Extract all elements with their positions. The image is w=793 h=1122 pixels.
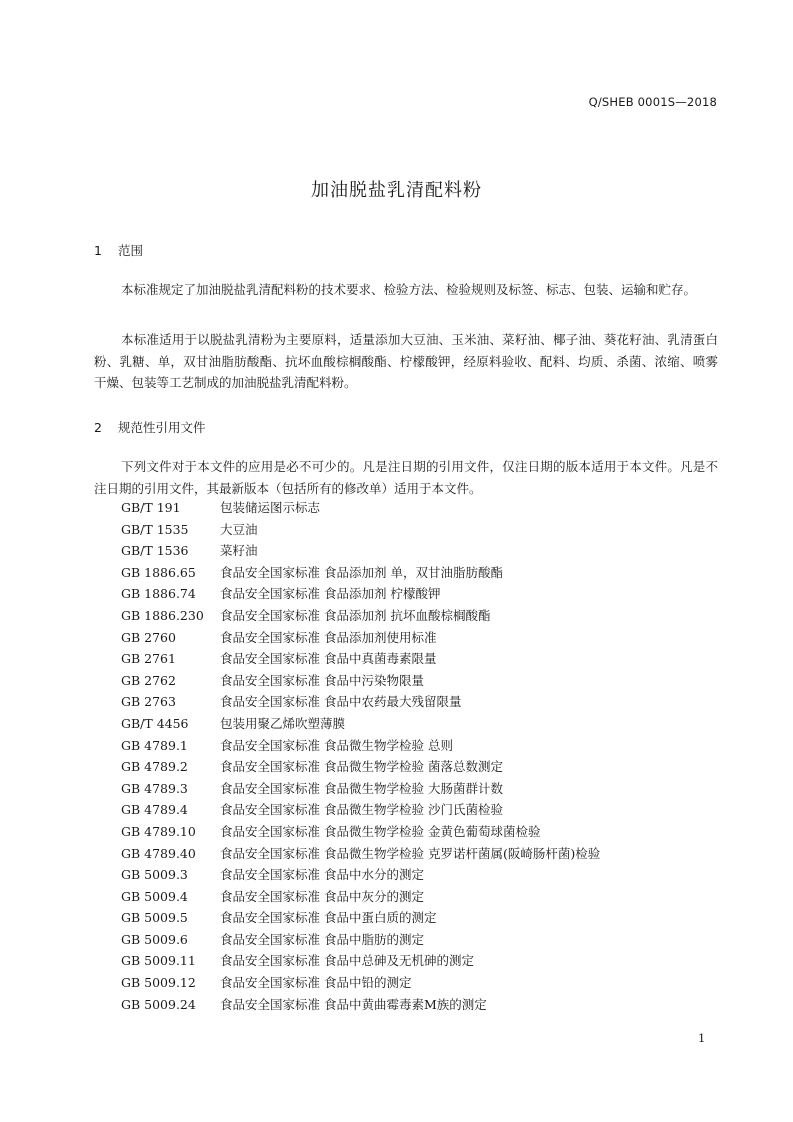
reference-code: GB 5009.24 xyxy=(121,996,196,1012)
reference-code: GB 5009.11 xyxy=(121,953,196,969)
reference-item xyxy=(121,972,600,994)
section-2-title: 规范性引用文件 xyxy=(117,420,206,435)
reference-item xyxy=(121,713,600,735)
reference-title: 食品安全国家标准 食品添加剂 抗坏血酸棕榈酸酯 xyxy=(220,607,491,623)
page-number: 1 xyxy=(698,1031,706,1045)
reference-code: GB 2762 xyxy=(121,672,176,688)
reference-item xyxy=(121,540,600,562)
reference-item xyxy=(121,929,600,951)
reference-code: GB 5009.12 xyxy=(121,975,196,991)
reference-item xyxy=(121,497,600,519)
reference-code: GB 4789.10 xyxy=(121,823,196,839)
reference-title: 食品安全国家标准 食品中总砷及无机砷的测定 xyxy=(220,953,474,969)
section-1-paragraph-2: 本标准适用于以脱盐乳清粉为主要原料，适量添加大豆油、玉米油、菜籽油、椰子油、葵花籽油、乳清蛋白粉、乳糖、单，双甘油脂肪酸酯、抗坏血酸棕榈酸酯、柠檬酸钾，经原料验收、配料、均质、杀菌、浓缩、喷雾干燥、包装等工艺制成的加油脱盐乳清配料粉。 xyxy=(94,332,718,390)
reference-item xyxy=(121,778,600,800)
reference-title: 包装储运图示标志 xyxy=(220,500,321,515)
reference-title: 食品安全国家标准 食品中蛋白质的测定 xyxy=(220,910,437,926)
reference-title: 食品安全国家标准 食品添加剂 单，双甘油脂肪酸酯 xyxy=(220,564,503,580)
standard-code: Q/SHEB 0001S—2018 xyxy=(588,95,717,109)
section-1-paragraph-1: 本标准规定了加油脱盐乳清配料粉的技术要求、检验方法、检验规则及标签、标志、包装、运输和贮存。 xyxy=(121,282,697,297)
reference-title: 食品安全国家标准 食品中脂肪的测定 xyxy=(220,931,424,947)
reference-title: 食品安全国家标准 食品微生物学检验 菌落总数测定 xyxy=(220,759,503,775)
reference-item xyxy=(121,583,600,605)
reference-item xyxy=(121,886,600,908)
section-1-title: 范围 xyxy=(117,243,143,258)
reference-title: 菜籽油 xyxy=(220,543,258,559)
reference-title: 食品安全国家标准 食品中真菌毒素限量 xyxy=(220,651,437,667)
reference-title: 食品安全国家标准 食品微生物学检验 克罗诺杆菌属(阪崎肠杆菌)检验 xyxy=(220,845,601,861)
document-title: 加油脱盐乳清配料粉 xyxy=(311,180,482,201)
reference-title: 食品安全国家标准 食品微生物学检验 金黄色葡萄球菌检验 xyxy=(220,823,541,839)
reference-code: GB 5009.6 xyxy=(121,931,188,947)
reference-title: 食品安全国家标准 食品微生物学检验 沙门氏菌检验 xyxy=(220,802,503,818)
reference-title: 食品安全国家标准 食品中农药最大残留限量 xyxy=(220,694,462,710)
reference-code: GB 1886.230 xyxy=(121,607,204,623)
reference-item xyxy=(121,691,600,713)
reference-item xyxy=(121,519,600,541)
reference-item xyxy=(121,605,600,627)
reference-title: 食品安全国家标准 食品微生物学检验 总则 xyxy=(220,737,453,753)
reference-item xyxy=(121,907,600,929)
section-2-intro: 下列文件对于本文件的应用是必不可少的。凡是注日期的引用文件，仅注日期的版本适用于本文件。凡是不注日期的引用文件，其最新版本（包括所有的修改单）适用于本文件。 xyxy=(94,459,718,496)
reference-item xyxy=(121,735,600,757)
reference-title: 食品安全国家标准 食品添加剂 柠檬酸钾 xyxy=(220,586,441,602)
reference-code: GB 4789.3 xyxy=(121,780,188,796)
reference-item xyxy=(121,670,600,692)
reference-code: GB 4789.1 xyxy=(121,737,188,753)
reference-item xyxy=(121,562,600,584)
reference-item xyxy=(121,994,600,1016)
reference-item xyxy=(121,648,600,670)
reference-code: GB 1886.74 xyxy=(121,586,196,602)
reference-code: GB 5009.5 xyxy=(121,910,188,926)
section-1-heading xyxy=(94,241,143,259)
reference-code: GB 4789.40 xyxy=(121,845,196,861)
reference-code: GB/T 1535 xyxy=(121,521,189,537)
reference-title: 食品安全国家标准 食品中水分的测定 xyxy=(220,867,424,883)
reference-code: GB 4789.2 xyxy=(121,759,188,775)
section-2-heading xyxy=(94,418,206,436)
section-2-number: 2 xyxy=(94,420,102,435)
reference-item xyxy=(121,627,600,649)
reference-code: GB/T 4456 xyxy=(121,715,189,731)
reference-code: GB 1886.65 xyxy=(121,564,196,580)
reference-code: GB 2760 xyxy=(121,629,176,645)
reference-code: GB 5009.4 xyxy=(121,888,188,904)
reference-title: 食品安全国家标准 食品中黄曲霉毒素M族的测定 xyxy=(220,996,487,1012)
reference-item xyxy=(121,843,600,865)
reference-item xyxy=(121,821,600,843)
reference-item xyxy=(121,950,600,972)
reference-title: 包装用聚乙烯吹塑薄膜 xyxy=(220,715,346,731)
section-1-number: 1 xyxy=(94,243,102,258)
reference-code: GB 4789.4 xyxy=(121,802,188,818)
reference-title: 食品安全国家标准 食品中灰分的测定 xyxy=(220,888,424,904)
reference-code: GB/T 1536 xyxy=(121,543,189,559)
reference-list xyxy=(121,497,600,1015)
reference-code: GB/T 191 xyxy=(121,500,181,515)
reference-title: 食品安全国家标准 食品微生物学检验 大肠菌群计数 xyxy=(220,780,503,796)
reference-title: 食品安全国家标准 食品添加剂使用标准 xyxy=(220,629,437,645)
reference-item xyxy=(121,864,600,886)
reference-title: 食品安全国家标准 食品中污染物限量 xyxy=(220,672,424,688)
reference-code: GB 5009.3 xyxy=(121,867,188,883)
reference-title: 大豆油 xyxy=(220,521,258,537)
reference-item xyxy=(121,799,600,821)
reference-title: 食品安全国家标准 食品中铅的测定 xyxy=(220,975,412,991)
reference-code: GB 2761 xyxy=(121,651,176,667)
reference-code: GB 2763 xyxy=(121,694,176,710)
reference-item xyxy=(121,756,600,778)
